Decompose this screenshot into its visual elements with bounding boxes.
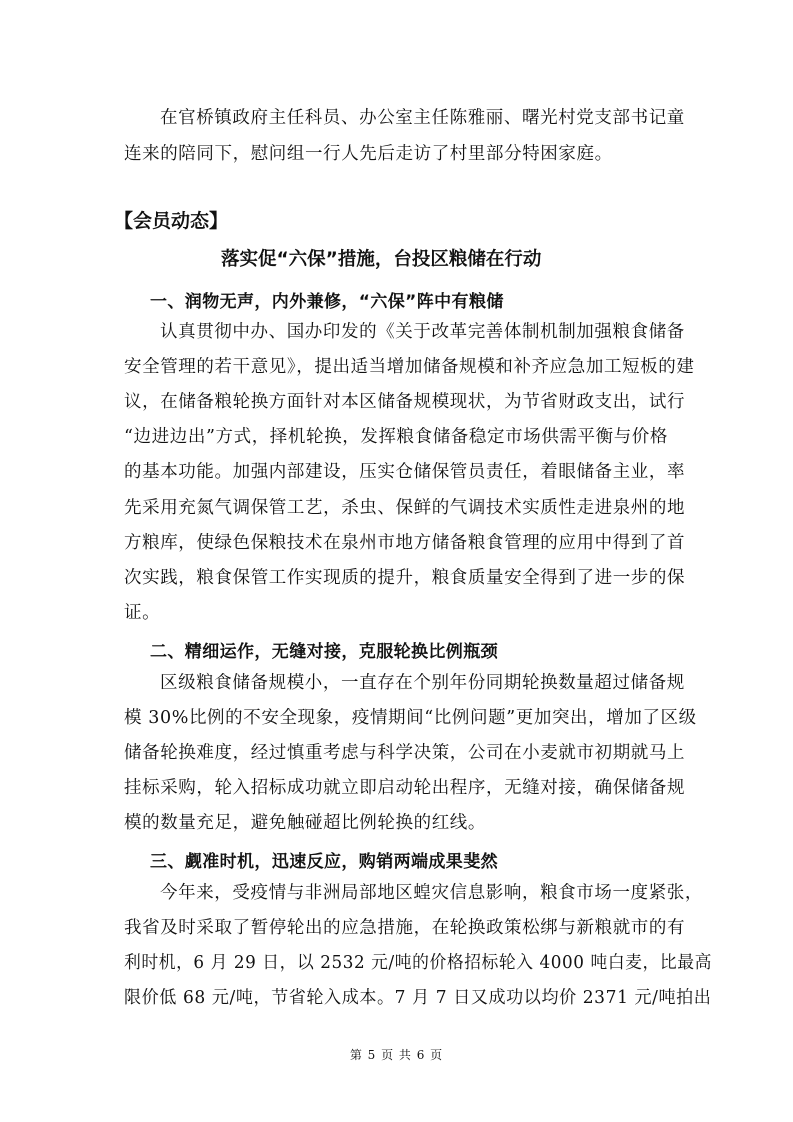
- paragraph-line: 挂标采购，轮入招标成功就立即启动轮出程序，无缝对接，确保储备规: [124, 778, 686, 798]
- paragraph-line: 今年来，受疫情与非洲局部地区蝗灾信息影响，粮食市场一度紧张，: [160, 883, 703, 903]
- section-title: 【会员动态】: [114, 210, 229, 232]
- paragraph-line: 区级粮食储备规模小，一直存在个别年份同期轮换数量超过储备规: [160, 673, 685, 693]
- intro-line-2: 连来的陪同下，慰问组一行人先后走访了村里部分特困家庭。: [124, 144, 613, 164]
- paragraph-line: 的基本功能。加强内部建设，压实仓储保管员责任，着眼储备主业，率: [124, 462, 686, 482]
- paragraph-line: 安全管理的若干意见》，提出适当增加储备规模和补齐应急加工短板的建: [124, 357, 695, 377]
- section-2-heading: 二、精细运作，无缝对接，克服轮换比例瓶颈: [150, 642, 498, 662]
- paragraph-line: 证。: [124, 603, 161, 623]
- intro-line-1: 在官桥镇政府主任科员、办公室主任陈雅丽、曙光村党支部书记童: [160, 108, 685, 128]
- section-1-heading: 一、润物无声，内外兼修，“六保”阵中有粮储: [150, 292, 504, 312]
- paragraph-line: 次实践，粮食保管工作实现质的提升，粮食质量安全得到了进一步的保: [124, 568, 686, 588]
- paragraph-line: 储备轮换难度，经过慎重考虑与科学决策，公司在小麦就市初期就马上: [124, 743, 686, 763]
- paragraph-line: 模 30%比例的不安全现象，疫情期间“比例问题”更加突出，增加了区级: [124, 708, 697, 728]
- paragraph-line: 模的数量充足，避免触碰超比例轮换的红线。: [124, 813, 486, 833]
- section-3-heading: 三、觑准时机，迅速反应，购销两端成果斐然: [150, 852, 498, 872]
- paragraph-line: 利时机，6 月 29 日，以 2532 元/吨的价格招标轮入 4000 吨白麦，比最高: [124, 953, 712, 973]
- page-footer: 第 5 页 共 6 页: [349, 1048, 444, 1062]
- paragraph-line: 限价低 68 元/吨，节省轮入成本。7 月 7 日又成功以均价 2371 元/吨拍出: [124, 988, 712, 1008]
- paragraph-line: 议，在储备粮轮换方面针对本区储备规模现状，为节省财政支出，试行: [124, 392, 686, 412]
- paragraph-line: 方粮库，使绿色保粮技术在泉州市地方储备粮食管理的应用中得到了首: [124, 533, 686, 553]
- article-title: 落实促“六保”措施，台投区粮储在行动: [221, 249, 542, 270]
- paragraph-line: 我省及时采取了暂停轮出的应急措施，在轮换政策松绑与新粮就市的有: [124, 918, 686, 938]
- paragraph-line: 认真贯彻中办、国办印发的《关于改革完善体制机制加强粮食储备: [160, 322, 685, 342]
- paragraph-line: “边进边出”方式，择机轮换，发挥粮食储备稳定市场供需平衡与价格: [124, 427, 668, 447]
- paragraph-line: 先采用充氮气调保管工艺，杀虫、保鲜的气调技术实质性走进泉州的地: [124, 498, 686, 518]
